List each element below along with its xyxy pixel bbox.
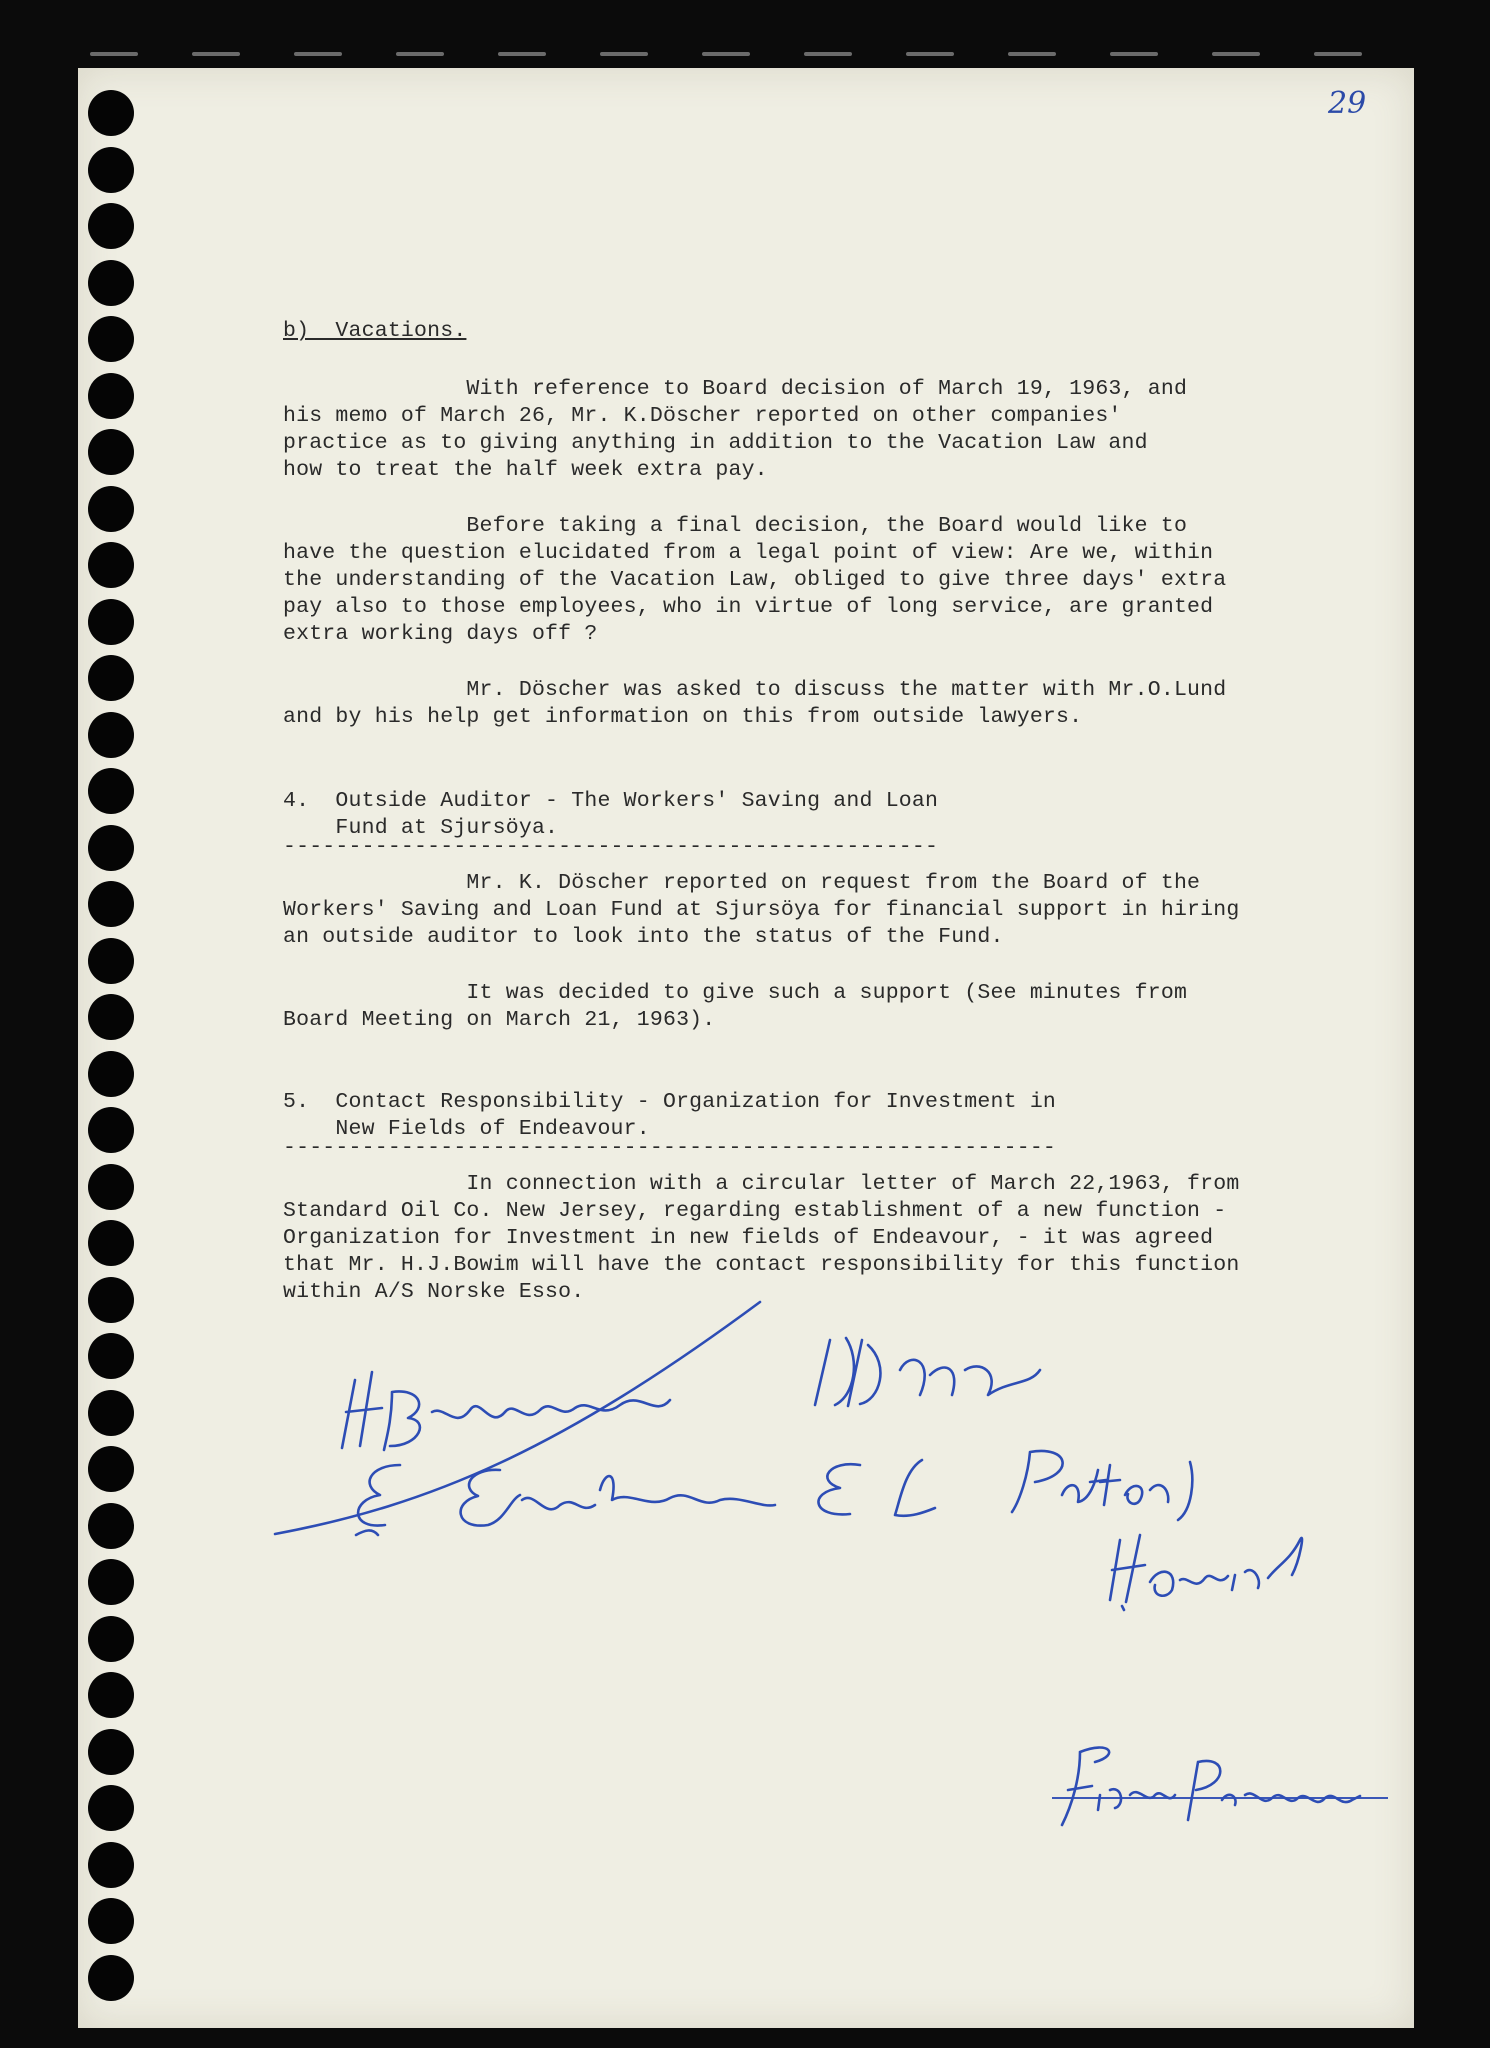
text-line: In connection with a circular letter of March 22,1963, from: [283, 1172, 1240, 1196]
text-line: within A/S Norske Esso.: [283, 1280, 585, 1304]
signature-6: [1062, 1747, 1360, 1825]
auditor-heading-line-2: Fund at Sjursöya.: [283, 816, 559, 840]
text-line: Mr. K. Döscher reported on request from the Board of the: [283, 871, 1201, 895]
text-line: Before taking a final decision, the Board would like to: [283, 514, 1188, 538]
text-line: Mr. Döscher was asked to discuss the matter with Mr.O.Lund: [283, 678, 1227, 702]
page-number: 29: [1328, 86, 1367, 121]
text-line: Standard Oil Co. New Jersey, regarding establishment of a new function -: [283, 1199, 1227, 1223]
text-line: Organization for Investment in new fields of Endeavour, - it was agreed: [283, 1226, 1214, 1250]
contact-heading-dashes: -----------------------------------------------------------: [283, 1136, 1057, 1160]
text-line: his memo of March 26, Mr. K.Döscher reported on other companies': [283, 404, 1122, 428]
text-line: Board Meeting on March 21, 1963).: [283, 1008, 716, 1032]
text-line: extra working days off ?: [283, 622, 598, 646]
text-line: With reference to Board decision of March 19, 1963, and: [283, 377, 1188, 401]
contact-heading-line-2: New Fields of Endeavour.: [283, 1117, 650, 1141]
signature-4: [818, 1451, 1192, 1520]
vacations-heading: b) Vacations.: [283, 319, 467, 343]
signature-5: [1110, 1535, 1302, 1610]
text-line: Workers' Saving and Loan Fund at Sjursöya for financial support in hiring: [283, 898, 1240, 922]
auditor-heading-line-1: 4. Outside Auditor - The Workers' Saving and Loan: [283, 789, 939, 813]
contact-heading-line-1: 5. Contact Responsibility - Organization for Investment in: [283, 1090, 1057, 1114]
text-line: practice as to giving anything in addition to the Vacation Law and: [283, 431, 1148, 455]
text-line: an outside auditor to look into the status of the Fund.: [283, 925, 1004, 949]
text-line: pay also to those employees, who in virtue of long service, are granted: [283, 595, 1214, 619]
text-line: the understanding of the Vacation Law, obliged to give three days' extra: [283, 568, 1227, 592]
text-line: how to treat the half week extra pay.: [283, 458, 768, 482]
signature-3: [356, 1465, 775, 1535]
auditor-heading-dashes: --------------------------------------------------: [283, 835, 939, 859]
text-line: that Mr. H.J.Bowim will have the contact responsibility for this function: [283, 1253, 1240, 1277]
text-line: and by his help get information on this from outside lawyers.: [283, 705, 1083, 729]
signature-2: [815, 1338, 1040, 1406]
signature-1: [342, 1372, 670, 1450]
text-line: It was decided to give such a support (See minutes from: [283, 981, 1188, 1005]
text-line: have the question elucidated from a legal point of view: Are we, within: [283, 541, 1214, 565]
